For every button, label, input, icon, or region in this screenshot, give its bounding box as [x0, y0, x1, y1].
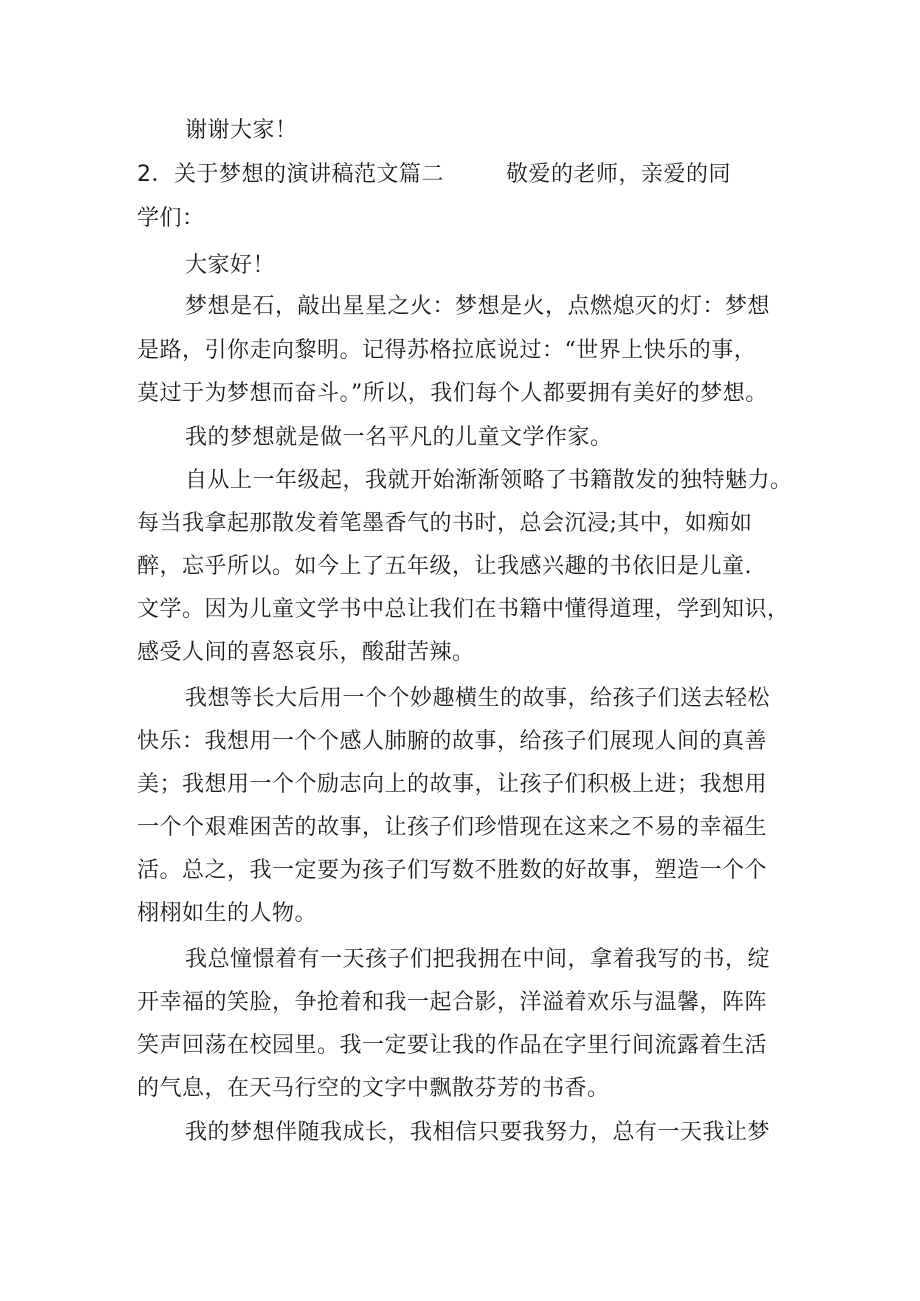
paragraph-line: 美；我想用一个个励志向上的故事，让孩子们积极上进；我想用	[137, 772, 768, 797]
paragraph-line: 莫过于为梦想而奋斗。”所以，我们每个人都要拥有美好的梦想。	[137, 381, 768, 406]
paragraph-line: 感受人间的喜怒哀乐，酸甜苦辣。	[137, 640, 475, 665]
greeting-end: 学们：	[137, 206, 205, 231]
paragraph-line: 笑声回荡在校园里。我一定要让我的作品在字里行间流露着生活	[137, 1033, 768, 1058]
paragraph-line: 一个个艰难困苦的故事，让孩子们珍惜现在这来之不易的幸福生	[137, 815, 768, 840]
paragraph-line: 我总憧憬着有一天孩子们把我拥在中间，拿着我写的书，绽	[185, 947, 771, 972]
paragraph-line: 文学。因为儿童文学书中总让我们在书籍中懂得道理，学到知识，	[137, 597, 790, 622]
paragraph-line: 活。总之，我一定要为孩子们写数不胜数的好故事，塑造一个个	[137, 858, 768, 883]
paragraph-line: 开幸福的笑脸，争抢着和我一起合影，洋溢着欢乐与温馨，阵阵	[137, 990, 768, 1015]
paragraph-line: 醉，忘乎所以。如今上了五年级，让我感兴趣的书依旧是儿童.	[137, 554, 752, 579]
paragraph-line: 我的梦想伴随我成长，我相信只要我努力，总有一天我让梦	[185, 1120, 771, 1145]
paragraph-line: 梦想是石，敲出星星之火：梦想是火，点燃熄灭的灯：梦想	[185, 294, 771, 319]
greeting-start: 敬爱的老师，亲爱的同	[506, 162, 732, 187]
paragraph-line: 快乐：我想用一个个感人肺腑的故事，给孩子们展现人间的真善	[137, 729, 768, 754]
closing-line: 谢谢大家！	[185, 118, 298, 143]
salutation: 大家好！	[185, 253, 276, 278]
section-heading	[137, 160, 797, 190]
paragraph-line: 我想等长大后用一个个妙趣横生的故事，给孩子们送去轻松	[185, 686, 771, 711]
paragraph-line: 每当我拿起那散发着笔墨香气的书时，总会沉浸;其中，如痴如	[137, 511, 753, 536]
heading-title: ．关于梦想的演讲稿范文篇二	[151, 162, 445, 187]
heading-number: 2	[137, 162, 152, 187]
paragraph-line: 栩栩如生的人物。	[137, 901, 318, 926]
paragraph-line: 的气息，在天马行空的文字中飘散芬芳的书香。	[137, 1076, 610, 1101]
paragraph-line: 我的梦想就是做一名平凡的儿童文学作家。	[185, 425, 613, 450]
paragraph-line: 自从上一年级起，我就开始渐渐领略了书籍散发的独特魅力。	[185, 468, 793, 493]
paragraph-line: 是路，引你走向黎明。记得苏格拉底说过：“世界上快乐的事，	[137, 338, 757, 363]
